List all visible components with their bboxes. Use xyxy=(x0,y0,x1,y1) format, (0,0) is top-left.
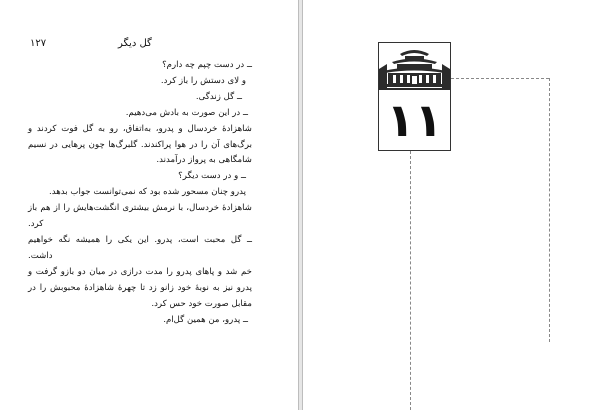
pagoda-temple-icon xyxy=(379,45,450,95)
page-number: ۱۲۷ xyxy=(30,38,47,49)
text-line: شامگاهی به پرواز درآمدند. xyxy=(156,155,252,166)
dashed-line-vertical xyxy=(549,78,550,342)
left-page xyxy=(0,0,298,410)
text-line: کرد. xyxy=(28,219,44,230)
text-line: ــ و در دست دیگر؟ xyxy=(178,171,246,182)
text-line: مقابل صورت خود حس کرد. xyxy=(151,298,252,309)
text-line: برگ‌های آن را در هوا پراکندند. گلبرگ‌ها چون پرهایی در نسیم xyxy=(28,139,252,150)
dashed-line-vertical xyxy=(410,151,411,410)
running-title: گل دیگر xyxy=(118,38,152,49)
text-line: ــ گل زندگی. xyxy=(195,91,242,102)
right-page xyxy=(303,0,601,410)
text-line: ــ پدرو، من همین گل‌ام. xyxy=(163,314,248,325)
text-line: شاهزادهٔ خردسال، با نرمش بیشتری انگشت‌هایش را از هم باز xyxy=(28,203,252,214)
text-line: ــ گل محبت است، پدرو. این یکی را همیشه نگه خواهیم xyxy=(28,234,252,245)
body-text xyxy=(28,58,252,328)
dashed-line-horizontal xyxy=(451,78,549,79)
text-line: و لای دستش را باز کرد. xyxy=(160,75,246,86)
text-line: ــ در این صورت به بادش می‌دهیم. xyxy=(125,107,248,118)
text-line: شاهزادهٔ خردسال و پدرو، به‌اتفاق، رو به گل فوت کردند و xyxy=(28,123,252,134)
text-line: داشت. xyxy=(28,250,53,261)
text-line: پدرو چنان مسحور شده بود که نمی‌توانست جواب بدهد. xyxy=(48,187,246,198)
chapter-number: ۱۱ xyxy=(386,93,443,147)
chapter-box xyxy=(378,42,451,151)
text-line: پدرو نیز به نوبهٔ خود زانو زد تا چهرهٔ شاهزادهٔ محبوبش را در xyxy=(28,282,252,293)
text-line: ــ در دست چپم چه دارم؟ xyxy=(162,60,252,70)
text-line: خم شد و پاهای پدرو را مدت درازی در میان دو بازو گرفت و xyxy=(28,266,252,277)
